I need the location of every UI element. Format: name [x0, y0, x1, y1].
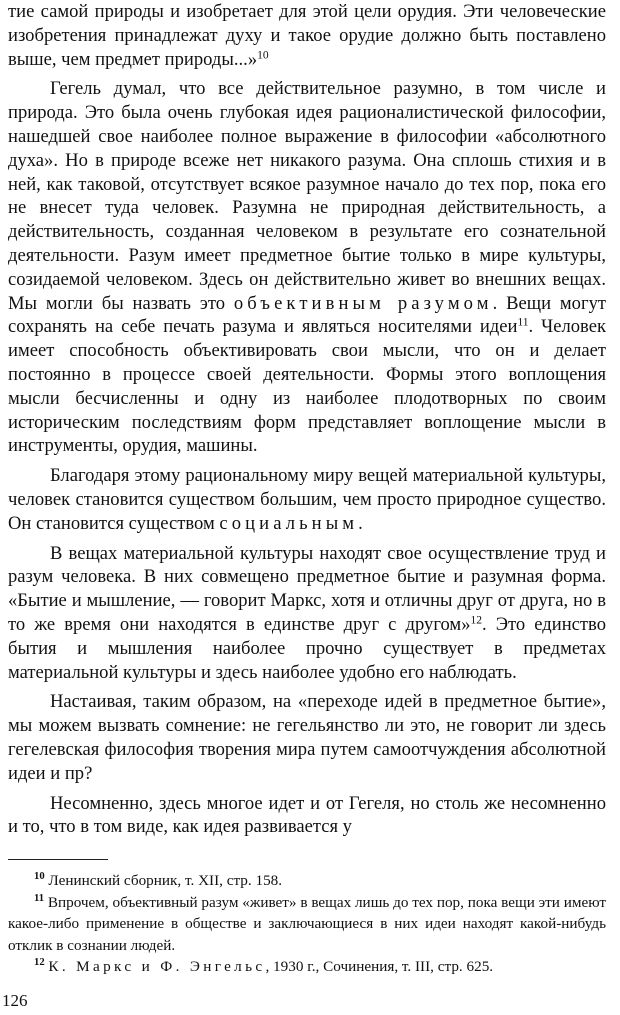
footnote-ref-12: 12: [470, 614, 483, 627]
footnote-text: , 1930 г., Сочинения, т. III, стр. 625.: [265, 958, 494, 976]
paragraph-2-text-tail: . Человек имеет способность объективировать свои мысли, что он и делает постоянно в процессе своей деятельности. Формы этого воплощения мысли бесчисленны и одну из наиболее плодотворных по своим историческим последствиям форм представляет воплощение мысли в инструменты, орудия, машины.: [8, 316, 606, 457]
paragraph-1: [8, 0, 606, 71]
footnote-author: К. Маркс и Ф. Энгельс: [48, 958, 266, 976]
paragraph-3: [8, 464, 606, 535]
paragraph-4: [8, 542, 606, 685]
footnote-text: Впрочем, объективный разум «живет» в вещах лишь до тех пор, пока вещи эти имеют какое-либо применение в обществе и заключающиеся в них идеи находят какой-нибудь отклик в сознании людей.: [8, 893, 606, 954]
paragraph-4-text-cont: . Это единство бытия и мышления наиболее прочно существует в предметах материальной культуры и здесь наиболее удобно его наблюдать.: [8, 613, 606, 683]
paragraph-2-text: Гегель думал, что все действительное разумно, в том числе и природа. Это была очень глубокая идея рационалистической философии, нашедшей свое наиболее полное выражение в философии «абсолютного духа». Но в природе всеже нет никакого разума. Она сплошь стихия и в ней, как таковой, отсутствует всякое разумное начало до тех пор, пока его не внесет туда человек. Разумна не природная действительность, а действительность, созданная человеком в результате его сознательной деятельности. Разум имеет предметное бытие только в мире культуры, созидаемой человеком. Здесь он действительно живет во внешних вещах. Мы могли бы назвать это: [8, 78, 606, 314]
paragraph-2-text-cont: . Вещи могут сохранять на себе печать разума и являться носителями идеи: [8, 292, 606, 338]
paragraph-3-text-end: .: [358, 512, 363, 534]
paragraph-5-text: Настаивая, таким образом, на «переходе идей в предметное бытие», мы можем вызвать сомнение: не гегельянство ли это, не говорит ли здесь гегелевская философия творения мира путем самоотчуждения абсолютной идеи и пр?: [8, 691, 606, 784]
spaced-emphasis: социальным: [219, 512, 359, 534]
paragraph-6: [8, 792, 606, 840]
footnote-10: [8, 870, 606, 892]
paragraph-1-text: тие самой природы и изобретает для этой цели орудия. Эти человеческие изобретения принадлежат духу и такое орудие должно быть поставлено выше, чем предмет природы...»: [8, 1, 606, 70]
footnotes: [8, 870, 606, 978]
footnote-text: Ленинский сборник, т. XII, стр. 158.: [48, 872, 283, 890]
spaced-emphasis: объективным разумом: [233, 292, 493, 314]
footnote-number: 11: [34, 892, 45, 904]
footnote-ref-11: 11: [517, 317, 529, 330]
footnote-number: 10: [34, 871, 45, 883]
paragraph-6-text: Несомненно, здесь многое идет и от Гегеля, но столь же несомненно и то, что в том виде, как идея развивается у: [8, 792, 606, 838]
paragraph-2: [8, 77, 606, 458]
page-number: 126: [2, 991, 28, 1010]
paragraph-5: [8, 690, 606, 785]
paragraph-3-text: Благодаря этому рациональному миру вещей материальной культуры, человек становится существом большим, чем просто природное существо. Он становится существом: [8, 465, 606, 534]
footnote-ref-10: 10: [257, 49, 269, 62]
footnote-11: [8, 892, 606, 957]
footnote-12: [8, 956, 606, 978]
footnote-number: 12: [34, 957, 45, 969]
footnote-divider: [8, 859, 108, 860]
paragraph-4-text: В вещах материальной культуры находят свое осуществление труд и разум человека. В них совмещено предметное бытие и разумная форма. «Бытие и мышление, — говорит Маркс, хотя и отличны друг от друга, но в то же время они находятся в единстве друг с другом»: [8, 542, 606, 635]
main-text: [8, 0, 606, 839]
